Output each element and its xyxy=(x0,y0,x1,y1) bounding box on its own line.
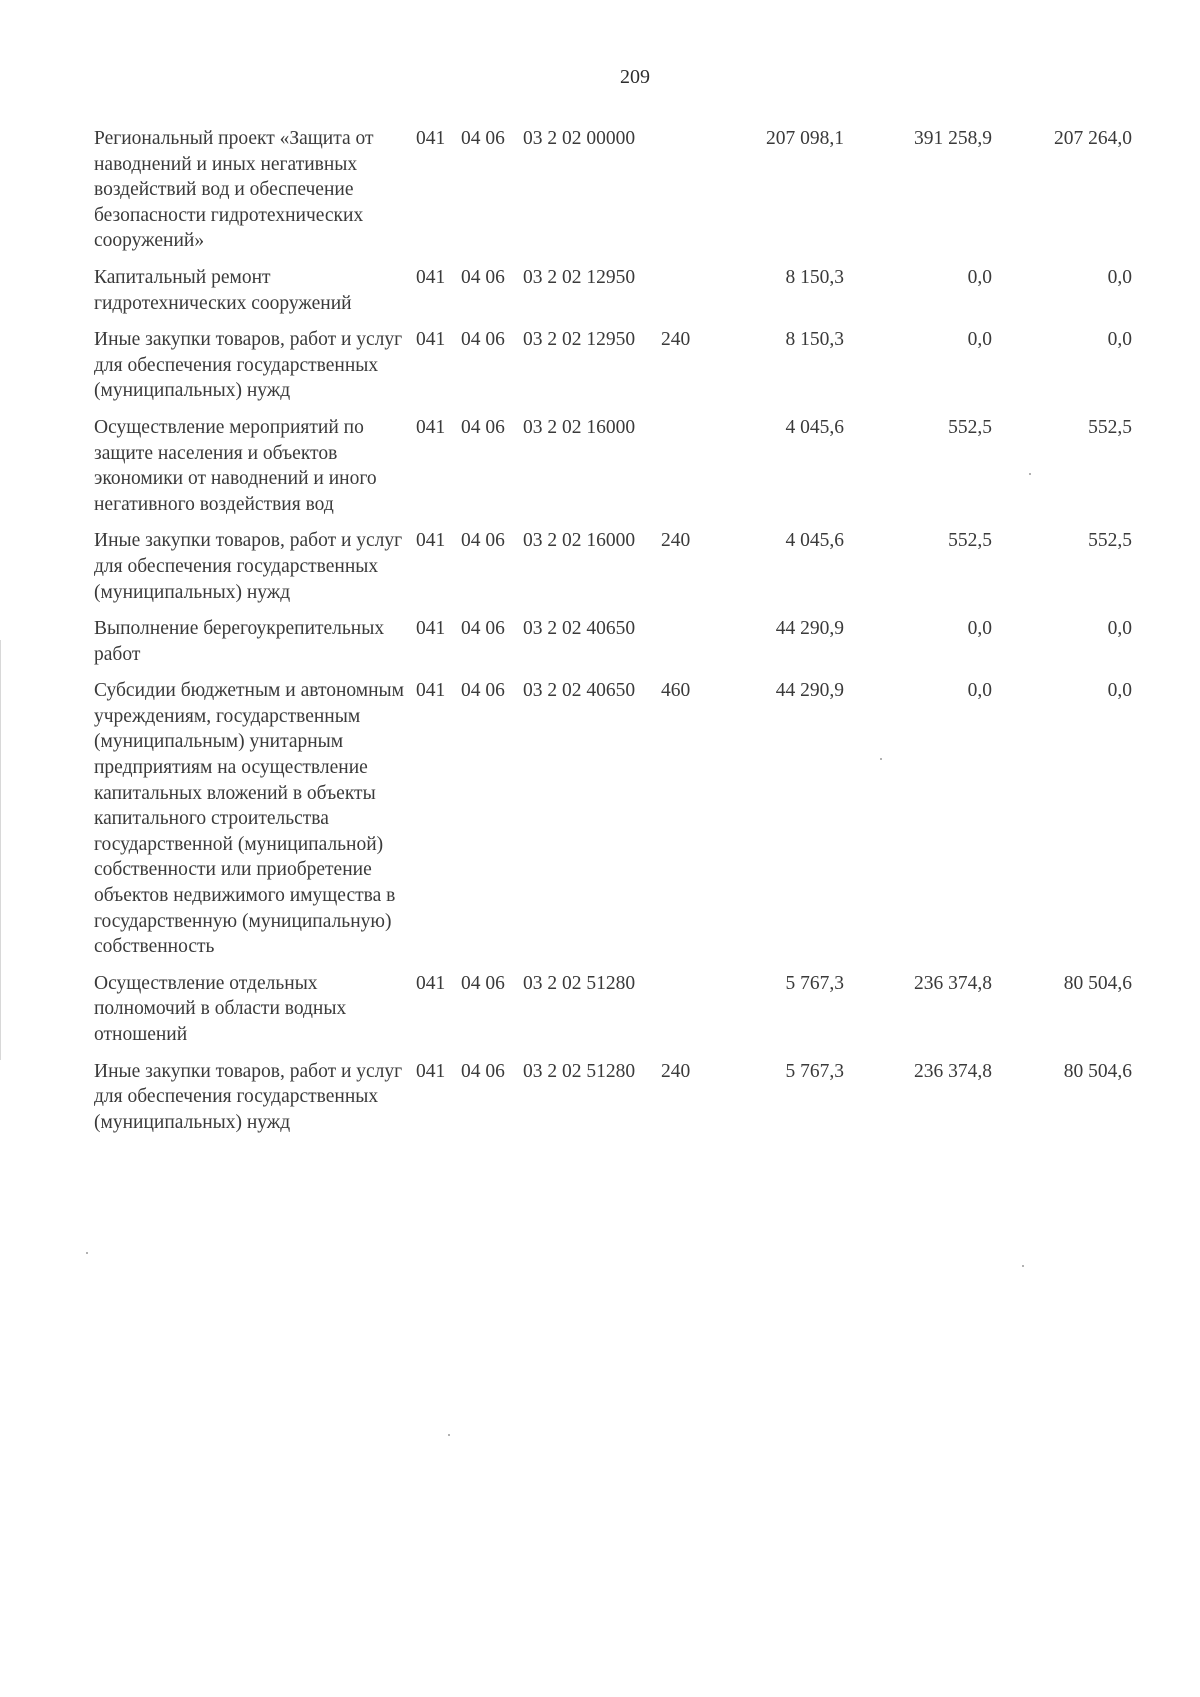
amount-third-year: 0,0 xyxy=(1107,266,1132,288)
page-number: 209 xyxy=(620,66,650,88)
ministry-code: 041 xyxy=(416,972,446,994)
amount-first-year: 4 045,6 xyxy=(785,416,844,438)
scan-speck xyxy=(880,758,882,760)
section-code: 04 06 xyxy=(461,680,505,702)
item-name: Осуществление мероприятий по защите населения и объектов экономики от наводнений и иного негативного воздействия вод xyxy=(94,416,377,515)
amount-second-year: 0,0 xyxy=(967,618,992,640)
amount-second-year: 552,5 xyxy=(948,416,992,438)
amount-second-year: 391 258,9 xyxy=(914,128,992,149)
item-name: Иные закупки товаров, работ и услуг для обеспечения государственных (муниципальных) нужд xyxy=(94,329,403,402)
section-code: 04 06 xyxy=(461,329,505,351)
expense-type-code: 460 xyxy=(661,680,691,702)
amount-third-year: 0,0 xyxy=(1107,329,1132,351)
amount-second-year: 236 374,8 xyxy=(914,972,992,994)
amount-third-year: 0,0 xyxy=(1107,680,1132,702)
budget-table xyxy=(94,126,1174,1146)
scan-edge-mark xyxy=(0,640,1,1060)
scan-speck xyxy=(1029,473,1031,475)
amount-third-year: 0,0 xyxy=(1107,618,1132,640)
amount-second-year: 0,0 xyxy=(967,680,992,702)
section-code: 04 06 xyxy=(461,416,505,438)
amount-first-year: 8 150,3 xyxy=(785,266,844,288)
item-name: Осуществление отдельных полномочий в области водных отношений xyxy=(94,972,347,1045)
section-code: 04 06 xyxy=(461,618,505,640)
amount-first-year: 4 045,6 xyxy=(785,530,844,552)
table-row xyxy=(94,971,1174,1059)
target-article-code: 03 2 02 51280 xyxy=(523,1060,636,1082)
amount-first-year: 8 150,3 xyxy=(785,329,844,351)
target-article-code: 03 2 02 12950 xyxy=(523,329,636,351)
scan-speck xyxy=(86,1252,88,1254)
amount-third-year: 552,5 xyxy=(1088,416,1132,438)
target-article-code: 03 2 02 51280 xyxy=(523,972,636,994)
amount-first-year: 207 098,1 xyxy=(766,128,844,149)
table-row xyxy=(94,678,1174,971)
amount-second-year: 0,0 xyxy=(967,329,992,351)
table-row xyxy=(94,1059,1174,1147)
ministry-code: 041 xyxy=(416,416,446,438)
amount-third-year: 552,5 xyxy=(1088,530,1132,552)
amount-third-year: 80 504,6 xyxy=(1063,972,1132,994)
ministry-code: 041 xyxy=(416,530,446,552)
target-article-code: 03 2 02 16000 xyxy=(523,416,636,438)
amount-second-year: 236 374,8 xyxy=(914,1060,992,1082)
item-name: Региональный проект «Защита от наводнений и иных негативных воздействий вод и обеспечение безопасности гидротехнических сооружений» xyxy=(94,128,374,252)
item-name: Капитальный ремонт гидротехнических сооружений xyxy=(94,266,352,314)
expense-type-code: 240 xyxy=(661,1060,691,1082)
item-name: Выполнение берегоукрепительных работ xyxy=(94,618,385,665)
amount-first-year: 44 290,9 xyxy=(775,680,844,702)
ministry-code: 041 xyxy=(416,128,446,149)
section-code: 04 06 xyxy=(461,1060,505,1082)
section-code: 04 06 xyxy=(461,972,505,994)
table-row xyxy=(94,126,1174,265)
item-name: Субсидии бюджетным и автономным учреждениям, государственным (муниципальным) унитарным предприятиям на осуществление капитальных вложений в объекты капитального строительства государственной (муниципальной) собственности или приобретение объектов недвижимого имущества в государственную (муниципальную) собственность xyxy=(94,680,404,958)
ministry-code: 041 xyxy=(416,1060,446,1082)
expense-type-code: 240 xyxy=(661,530,691,552)
expense-type-code: 240 xyxy=(661,329,691,351)
ministry-code: 041 xyxy=(416,266,446,288)
table-row xyxy=(94,265,1174,327)
section-code: 04 06 xyxy=(461,128,505,149)
amount-first-year: 5 767,3 xyxy=(785,1060,844,1082)
table-row xyxy=(94,327,1174,415)
amount-first-year: 44 290,9 xyxy=(775,618,844,640)
amount-third-year: 207 264,0 xyxy=(1054,128,1132,149)
target-article-code: 03 2 02 40650 xyxy=(523,680,636,702)
target-article-code: 03 2 02 16000 xyxy=(523,530,636,552)
table-row xyxy=(94,415,1174,528)
ministry-code: 041 xyxy=(416,680,446,702)
table-row xyxy=(94,616,1174,678)
section-code: 04 06 xyxy=(461,266,505,288)
scan-speck xyxy=(1022,1265,1024,1267)
target-article-code: 03 2 02 00000 xyxy=(523,128,636,149)
table-row xyxy=(94,528,1174,616)
item-name: Иные закупки товаров, работ и услуг для обеспечения государственных (муниципальных) нужд xyxy=(94,1060,403,1133)
item-name: Иные закупки товаров, работ и услуг для обеспечения государственных (муниципальных) нужд xyxy=(94,530,403,603)
scan-speck xyxy=(448,1434,450,1436)
amount-second-year: 552,5 xyxy=(948,530,992,552)
amount-first-year: 5 767,3 xyxy=(785,972,844,994)
ministry-code: 041 xyxy=(416,618,446,640)
amount-third-year: 80 504,6 xyxy=(1063,1060,1132,1082)
section-code: 04 06 xyxy=(461,530,505,552)
ministry-code: 041 xyxy=(416,329,446,351)
amount-second-year: 0,0 xyxy=(967,266,992,288)
target-article-code: 03 2 02 12950 xyxy=(523,266,636,288)
target-article-code: 03 2 02 40650 xyxy=(523,618,636,640)
